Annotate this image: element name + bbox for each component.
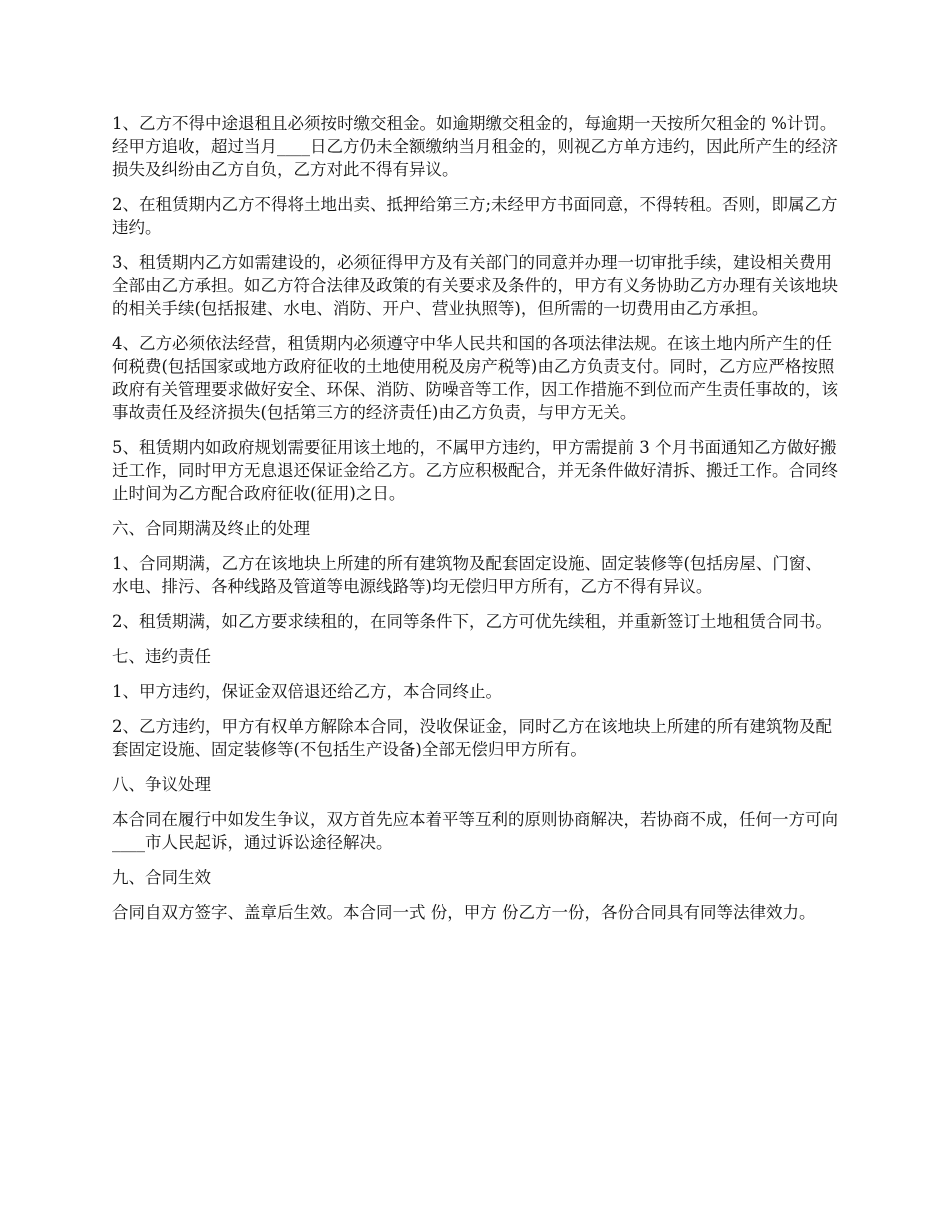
section-heading: 七、违约责任	[112, 647, 211, 666]
clause-paragraph: 2、在租赁期内乙方不得将土地出卖、抵押给第三方;未经甲方书面同意，不得转租。否则，即属乙方违约。	[112, 195, 838, 237]
clause-paragraph: 1、合同期满，乙方在该地块上所建的所有建筑物及配套固定设施、固定装修等(包括房屋、门窗、水电、排污、各种线路及管道等电源线路等)均无偿归甲方所有，乙方不得有异议。	[112, 554, 822, 596]
section-heading: 六、合同期满及终止的处理	[112, 519, 310, 538]
clause-paragraph: 5、租赁期内如政府规划需要征用该土地的，不属甲方违约，甲方需提前 3 个月书面通知乙方做好搬迁工作，同时甲方无息退还保证金给乙方。乙方应积极配合，并无条件做好清拆、搬迁工作。合同终止时间为乙方配合政府征收(征用)之日。	[112, 438, 838, 503]
clause-paragraph: 本合同在履行中如发生争议，双方首先应本着平等互利的原则协商解决，若协商不成，任何一方可向____市人民起诉，通过诉讼途径解决。	[112, 810, 838, 852]
clause-paragraph: 4、乙方必须依法经营，租赁期内必须遵守中华人民共和国的各项法律法规。在该土地内所产生的任何税费(包括国家或地方政府征收的土地使用税及房产税等)由乙方负责支付。同时，乙方应严格按照政府有关管理要求做好安全、环保、消防、防噪音等工作，因工作措施不到位而产生责任事故的，该事故责任及经济损失(包括第三方的经济责任)由乙方负责，与甲方无关。	[112, 334, 838, 422]
clause-paragraph: 2、租赁期满，如乙方要求续租的，在同等条件下，乙方可优先续租，并重新签订土地租赁合同书。	[112, 612, 832, 631]
clause-paragraph: 合同自双方签字、盖章后生效。本合同一式 份，甲方 份乙方一份，各份合同具有同等法律效力。	[112, 903, 816, 922]
clause-paragraph: 1、乙方不得中途退租且必须按时缴交租金。如逾期缴交租金的，每逾期一天按所欠租金的 %计罚。经甲方追收，超过当月____日乙方仍未全额缴纳当月租金的，则视乙方单方违约，因此所产生的经济损失及纠纷由乙方自负，乙方对此不得有异议。	[112, 114, 838, 179]
clause-paragraph: 2、乙方违约，甲方有权单方解除本合同，没收保证金，同时乙方在该地块上所建的所有建筑物及配套固定设施、固定装修等(不包括生产设备)全部无偿归甲方所有。	[112, 717, 832, 759]
clause-paragraph: 1、甲方违约，保证金双倍退还给乙方，本合同终止。	[112, 682, 502, 701]
clause-paragraph: 3、租赁期内乙方如需建设的，必须征得甲方及有关部门的同意并办理一切审批手续，建设相关费用全部由乙方承担。如乙方符合法律及政策的有关要求及条件的，甲方有义务协助乙方办理有关该地块的相关手续(包括报建、水电、消防、开户、营业执照等)，但所需的一切费用由乙方承担。	[112, 253, 838, 318]
section-heading: 八、争议处理	[112, 775, 211, 794]
section-heading: 九、合同生效	[112, 868, 211, 887]
